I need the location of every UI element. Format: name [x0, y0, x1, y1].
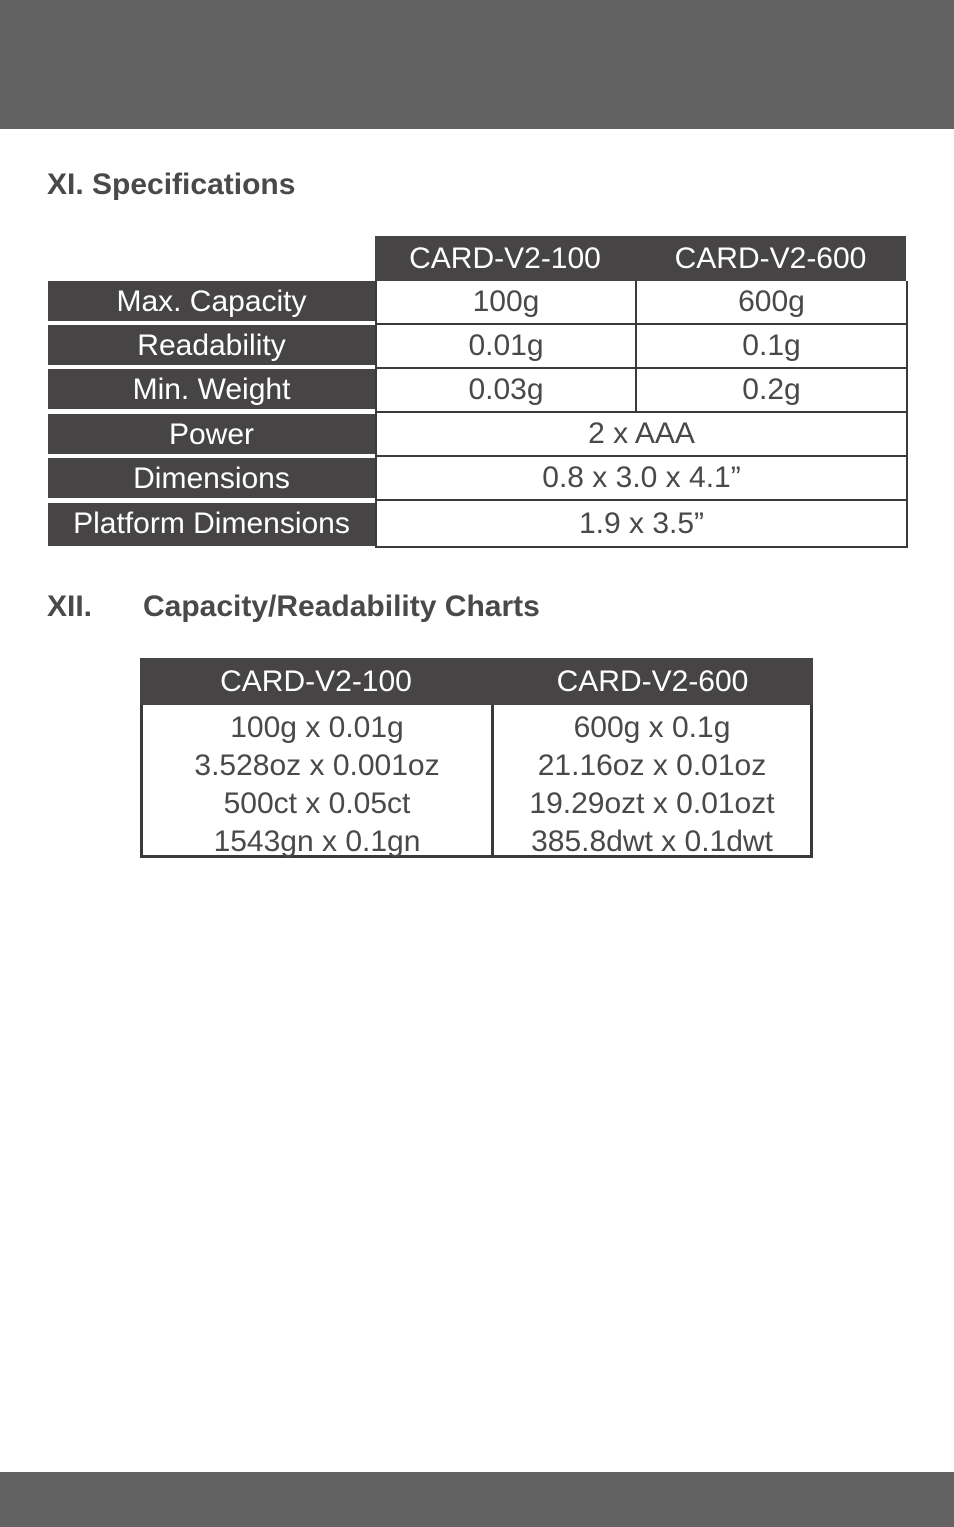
specifications-heading: XI. Specifications [47, 168, 296, 201]
spec-value: 0.2g [637, 369, 906, 413]
footer-bar [0, 1472, 954, 1527]
spec-value: 100g [377, 281, 637, 325]
chart-value-line: 19.29ozt x 0.01ozt [529, 787, 775, 820]
spec-values-grid [375, 281, 908, 548]
spec-row-label: Power [48, 414, 375, 454]
chart-value-line: 600g x 0.1g [573, 711, 731, 744]
spec-row-label: Min. Weight [48, 369, 375, 409]
chart-value-line: 100g x 0.01g [230, 711, 404, 744]
charts-heading-title: Capacity/Readability Charts [143, 590, 540, 623]
spec-row-label: Readability [48, 325, 375, 365]
chart-value-line: 21.16oz x 0.01oz [537, 749, 767, 782]
chart-column-header: CARD-V2-600 [492, 658, 813, 705]
spec-value: 600g [637, 281, 906, 325]
chart-value-line: 500ct x 0.05ct [223, 787, 411, 820]
spec-value: 0.1g [637, 325, 906, 369]
chart-column-header: CARD-V2-100 [140, 658, 492, 705]
chart-column-values [494, 705, 813, 858]
header-bar [0, 0, 954, 129]
spec-value: 1.9 x 3.5” [578, 507, 705, 540]
spec-value: 0.8 x 3.0 x 4.1” [377, 457, 906, 501]
spec-value: 2 x AAA [377, 413, 906, 457]
chart-value-line: 385.8dwt x 0.1dwt [531, 825, 773, 858]
spec-row-label: Dimensions [48, 458, 375, 498]
chart-value-line: 3.528oz x 0.001oz [194, 749, 440, 782]
spec-value: 0.01g [377, 325, 637, 369]
spec-column-header: CARD-V2-100 [375, 236, 635, 281]
spec-row-label: Max. Capacity [48, 281, 375, 321]
spec-row-label: Platform Dimensions [48, 503, 375, 546]
spec-value: 0.03g [377, 369, 637, 413]
spec-column-header: CARD-V2-600 [635, 236, 906, 281]
specifications-table [48, 236, 906, 549]
chart-value-line: 1543gn x 0.1gn [213, 825, 421, 858]
charts-heading-number: XII. [47, 590, 93, 623]
chart-column-values [140, 705, 494, 858]
capacity-readability-table [140, 658, 813, 862]
